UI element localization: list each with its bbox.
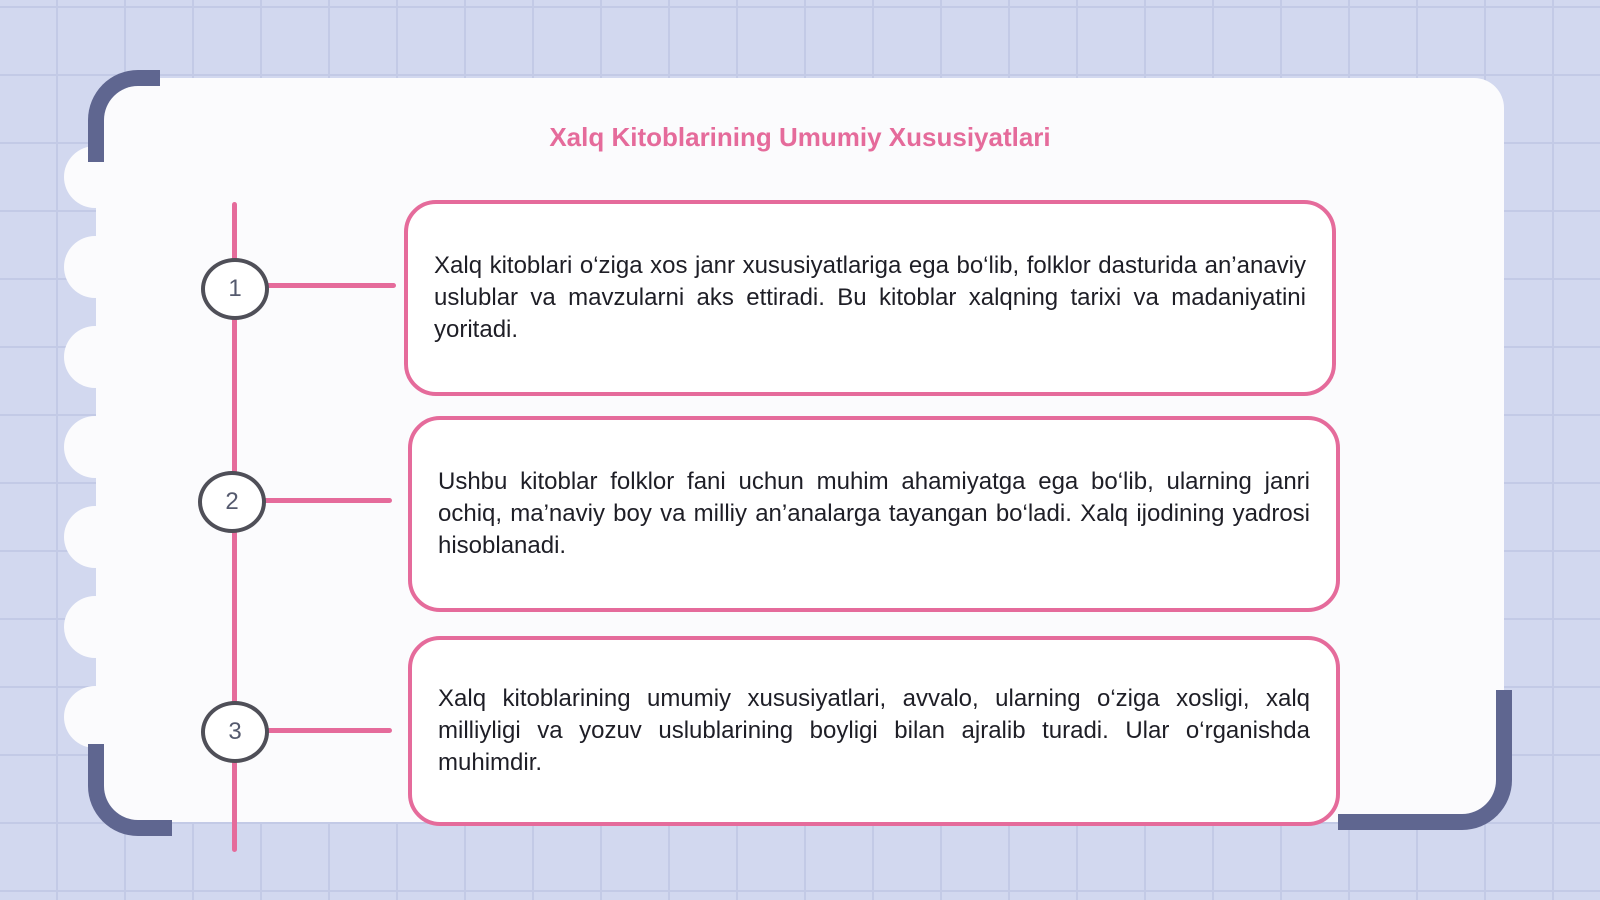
timeline-item-text: Xalq kitoblarining umumiy xususiyatlari, avvalo, ularning o‘ziga xosligi, xalq milliyligi va yozuv uslublarining boyligi bilan ajralib turadi. Ular o‘rganishda muhimdir. — [438, 685, 1310, 776]
timeline-node-1: 1 — [201, 258, 269, 320]
slide-title: Xalq Kitoblarining Umumiy Xususiyatlari — [549, 122, 1051, 152]
timeline-connector-1 — [266, 283, 396, 288]
card-scallop — [64, 686, 126, 748]
card-scallop — [64, 506, 126, 568]
timeline-node-3: 3 — [201, 701, 269, 763]
timeline-connector-2 — [262, 498, 392, 503]
timeline-connector-3 — [266, 728, 392, 733]
timeline-node-2: 2 — [198, 471, 266, 533]
corner-bracket-bottom-left — [88, 744, 172, 836]
card-scallop — [64, 326, 126, 388]
timeline-item-1 — [404, 200, 1336, 396]
corner-bracket-bottom-right — [1338, 690, 1512, 830]
card-scallop — [64, 596, 126, 658]
timeline-item-text: Ushbu kitoblar folklor fani uchun muhim ahamiyatga ega bo‘lib, ularning janri ochiq, ma’naviy boy va milliy an’analarga tayangan bo‘ladi. Xalq ijodining yadrosi hisoblanadi. — [438, 468, 1310, 559]
timeline-item-text: Xalq kitoblari o‘ziga xos janr xususiyatlariga ega bo‘lib, folklor dasturida an’anaviy uslublar va mavzularni aks ettiradi. Bu kitoblar xalqning tarixi va madaniyatini yoritadi. — [434, 252, 1306, 343]
card-scallop — [64, 416, 126, 478]
timeline-item-3 — [408, 636, 1340, 826]
card-scallop — [64, 236, 126, 298]
timeline-item-2 — [408, 416, 1340, 612]
